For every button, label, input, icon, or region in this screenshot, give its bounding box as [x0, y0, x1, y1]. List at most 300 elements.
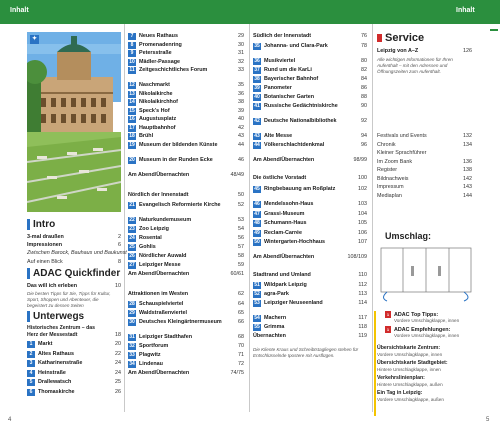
entry-title: Reclam-Carrée [264, 229, 303, 236]
toc-entry[interactable] [27, 341, 121, 348]
entry-title: Musikviertel [264, 58, 296, 64]
entry-title: Panometer [264, 85, 292, 91]
entry-title: Evangelisch Reformierte Kirche [139, 201, 221, 208]
entry-page: 86 [361, 85, 367, 91]
entry-number: 16 [129, 116, 135, 122]
list-item[interactable]: Auf einen Blick 8 [27, 259, 121, 265]
list-item-title: Bildnachweis [377, 175, 409, 182]
entry-number: 17 [129, 124, 135, 131]
entry-page: 106 [358, 229, 367, 236]
intro-heading: Intro [27, 219, 55, 230]
entry-number: 33 [129, 351, 135, 358]
entry-number: 50 [254, 239, 260, 245]
entry-number: 2 [27, 351, 35, 358]
entry-number: 36 [254, 58, 260, 64]
section-title: Nördlich der Innenstadt [128, 191, 189, 198]
entry-number: 43 [254, 133, 260, 139]
entry-page: 38 [238, 99, 244, 105]
entry-number: 32 [129, 342, 135, 349]
entry-page: 70 [238, 342, 244, 349]
entry-page: 25 [115, 379, 121, 385]
page-number-left: 4 [8, 417, 12, 423]
toc-entry[interactable] [27, 379, 121, 386]
toc-entry[interactable] [27, 389, 121, 396]
entry-page: 65 [238, 309, 244, 316]
entry-title: Johanna- und Clara-Park [264, 43, 328, 49]
toc-entry[interactable] [253, 282, 367, 289]
entry-title: Museum in der Runden Ecke [139, 156, 213, 163]
list-item-title: Im Zoom Bank [377, 158, 413, 165]
entry-title: Grimma [264, 324, 285, 330]
list-item[interactable]: Impressionen 6 [27, 242, 121, 248]
entry-title: Nördlicher Auwald [139, 252, 187, 259]
cover-map-label: Verkehrslinienplan: [377, 375, 425, 381]
entry-title: Thomaskirche [38, 388, 75, 395]
entry-title: Machern [264, 315, 287, 321]
section-heading[interactable] [253, 33, 367, 39]
section-title: Am Abend/Übernachten [128, 270, 190, 277]
section-heading[interactable] [253, 254, 367, 260]
section-heading[interactable] [128, 370, 244, 376]
entry-page: 30 [238, 41, 244, 48]
entry-number: 27 [129, 261, 135, 268]
section-heading[interactable] [253, 333, 367, 339]
entry-page: 43 [238, 133, 244, 139]
section-page: 76 [361, 33, 367, 39]
entry-title: Katharinenstraße [38, 360, 83, 366]
entry-number: 31 [129, 333, 135, 340]
entry-number: 23 [129, 225, 135, 232]
section-title: Südlich der Innenstadt [253, 33, 312, 39]
toc-entry[interactable] [253, 76, 367, 83]
footnote: Die Kliente Kraus und Schreibtstagliegen stehen für Entschlüsselnde Ipostere mit Ausflügen. [253, 347, 359, 359]
toc-entry[interactable] [253, 230, 367, 237]
section-heading[interactable] [128, 291, 244, 297]
entry-page: 40 [238, 116, 244, 122]
toc-entry[interactable] [128, 262, 244, 269]
entry-title: Altes Rathaus [38, 350, 74, 357]
toc-entry[interactable] [128, 91, 244, 98]
entry-title: Naschmarkt [139, 82, 170, 88]
toc-entry[interactable] [27, 360, 121, 367]
section-page: 108/109 [347, 254, 367, 260]
list-item[interactable] [377, 150, 472, 156]
section-title: Am Abend/Übernachten [128, 369, 190, 376]
section-heading[interactable] [128, 172, 244, 178]
entry-page: 88 [361, 94, 367, 100]
entry-page: 102 [358, 186, 367, 192]
entry-number: 29 [129, 309, 135, 316]
section-page: 119 [358, 333, 367, 339]
toc-entry[interactable] [253, 186, 367, 193]
cover-photo [27, 32, 121, 212]
entry-title: Ringbebauung am Roßplatz [264, 186, 336, 192]
entry-number: 25 [129, 243, 135, 250]
toc-entry[interactable] [27, 370, 121, 377]
list-item-title: Mediaplan [377, 192, 402, 199]
entry-page: 20 [115, 341, 121, 347]
entry-title: Markt [38, 341, 53, 347]
toc-entry[interactable] [253, 315, 367, 322]
entry-title: agra-Park [264, 291, 289, 297]
toc-entry[interactable] [253, 103, 367, 110]
service-heading: Service [385, 32, 425, 44]
entry-number: 42 [254, 118, 260, 124]
cover-map-label: Übersichtskarte Stadtgebiet: [377, 360, 448, 366]
entry-page: 82 [361, 67, 367, 73]
unterwegs-heading: Unterwegs [27, 311, 84, 322]
list-item-page: 132 [463, 133, 472, 139]
section-title: Die östliche Vorstadt [253, 175, 307, 181]
toc-entry[interactable] [253, 324, 367, 331]
entry-title: Neues Rathaus [139, 33, 178, 39]
entry-page: 105 [358, 220, 367, 226]
section-heading[interactable] [128, 192, 244, 198]
entry-page: 32 [238, 58, 244, 65]
entry-number: 9 [128, 50, 136, 57]
toc-entry[interactable] [128, 226, 244, 233]
entry-page: 26 [115, 388, 121, 395]
cover-map-label: Ein Tag in Leipzig: [377, 390, 423, 396]
entry-title: Petersstraße [139, 50, 172, 56]
toc-entry[interactable] [128, 125, 244, 132]
section-title: Übernachten [253, 333, 286, 339]
section-page: 62 [238, 290, 244, 297]
entry-page: 52 [238, 201, 244, 208]
photo-marker: ✦ [31, 36, 38, 42]
toc-entry[interactable] [253, 58, 367, 65]
cover-map-location: Hintere Umschlagklappe, innen [377, 367, 441, 372]
toc-entry[interactable] [128, 343, 244, 350]
toc-entry[interactable] [128, 361, 244, 368]
entry-title: Russische Gedächtniskirche [264, 103, 338, 109]
entry-page: 66 [238, 318, 244, 325]
legend-item: 1 ADAC Empfehlungen: [386, 327, 451, 333]
entry-page: 117 [358, 315, 367, 321]
entry-page: 58 [238, 252, 244, 259]
entry-number: 13 [129, 90, 135, 97]
entry-title: Zoo Leipzig [139, 225, 169, 232]
entry-number: 22 [129, 216, 135, 223]
section-title: Stadtrand und Umland [253, 272, 311, 278]
service-marker [377, 34, 382, 42]
toc-entry[interactable] [128, 202, 244, 209]
quickfinder-note: Die besten Tipps für Sie, Tipps für Kultur, Sport, Shoppen und Abenteuer, die begeistert zu dessen Seiten [27, 291, 111, 309]
toc-entry[interactable] [128, 82, 244, 89]
entry-title: Bayerischer Bahnhof [264, 76, 319, 82]
entry-page: 29 [238, 33, 244, 39]
entry-number: 47 [254, 210, 260, 217]
entry-number: 28 [129, 300, 135, 307]
header-bar [0, 0, 500, 24]
entry-page: 22 [115, 350, 121, 357]
entry-title: Augustusplatz [139, 116, 177, 122]
list-item[interactable]: Das will ich erleben 10 [27, 283, 121, 289]
entry-title: Waldstraßenviertel [139, 309, 188, 316]
column-divider [124, 24, 125, 412]
entry-page: 104 [358, 210, 367, 217]
list-item[interactable] [377, 167, 472, 173]
entry-page: 46 [238, 156, 244, 163]
entry-page: 36 [238, 90, 244, 97]
entry-title: Zeitgeschichtliches Forum [139, 67, 208, 73]
toc-entry[interactable] [253, 94, 367, 101]
list-item[interactable] [377, 133, 472, 139]
toc-entry[interactable] [253, 142, 367, 149]
list-item-title: Festivals und Events [377, 133, 427, 139]
list-item-note: Zwischen Barock, Bauhaus und Baukunst [27, 250, 127, 256]
entry-number: 48 [254, 220, 260, 226]
entry-page: 57 [238, 243, 244, 250]
toc-entry[interactable] [128, 352, 244, 359]
entry-number: 5 [27, 379, 35, 386]
entry-title: Mädler-Passage [139, 58, 181, 65]
entry-title: Schauspielviertel [139, 300, 184, 307]
list-item-page: 134 [463, 141, 472, 148]
toc-entry[interactable] [128, 334, 244, 341]
cover-map-location: Vordere Umschlagklappe, innen [377, 352, 443, 357]
entry-page: 33 [238, 67, 244, 73]
entry-page: 59 [238, 261, 244, 268]
leipzig-note: Alle wichtigen Informationen für Ihren Aufenthalt – mit den Adressen und Öffnungszeiten zum Aufenthalt. [377, 57, 453, 75]
entry-number: 45 [254, 186, 260, 192]
list-item[interactable] [377, 142, 472, 148]
list-item-page: 144 [463, 192, 472, 199]
entry-number: 1 [27, 341, 35, 348]
entry-page: 44 [238, 141, 244, 148]
page-number-right: 5 [486, 417, 490, 423]
entry-number: 41 [254, 103, 260, 109]
toc-entry[interactable] [128, 50, 244, 57]
entry-title: Hauptbahnhof [139, 124, 176, 131]
list-item-page: 143 [463, 184, 472, 190]
section-page: 110 [358, 272, 367, 278]
toc-entry[interactable] [253, 291, 367, 298]
toc-entry[interactable] [253, 300, 367, 307]
entry-number: 3 [27, 360, 35, 367]
toc-entry[interactable] [128, 142, 244, 149]
entry-title: Gohlis [139, 243, 156, 250]
entry-title: Leipziger Stadthafen [139, 333, 193, 340]
toc-entry[interactable] [128, 217, 244, 224]
entry-page: 72 [238, 360, 244, 367]
accent-bar [374, 311, 376, 416]
entry-page: 80 [361, 58, 367, 64]
section-page: 100 [358, 175, 367, 181]
entry-number: 26 [129, 252, 135, 259]
entry-number: 14 [129, 99, 135, 105]
entry-number: 40 [254, 94, 260, 100]
entry-number: 4 [27, 370, 35, 377]
list-item-title: Kleiner Sprachführer [377, 150, 427, 156]
toc-entry[interactable] [128, 244, 244, 251]
entry-number: 19 [129, 141, 135, 148]
entry-title: Mendelssohn-Haus [264, 201, 314, 207]
entry-page: 31 [238, 50, 244, 56]
entry-number: 20 [129, 156, 135, 163]
section-heading[interactable] [128, 271, 244, 277]
list-item-title: Register [377, 167, 398, 173]
toc-entry[interactable] [128, 133, 244, 140]
toc-entry[interactable] [128, 157, 244, 164]
entry-page: 42 [238, 124, 244, 131]
list-item[interactable] [377, 159, 472, 165]
toc-entry[interactable] [128, 116, 244, 123]
entry-number: 38 [254, 76, 260, 82]
entry-page: 113 [358, 291, 367, 297]
toc-entry[interactable] [128, 319, 244, 326]
entry-page: 118 [358, 324, 367, 330]
section-page: 48/49 [230, 171, 244, 178]
toc-entry[interactable] [128, 235, 244, 242]
entry-title: Sportforum [139, 342, 169, 349]
toc-entry[interactable] [27, 351, 121, 358]
entry-title: Leipziger Neuseenland [264, 300, 323, 306]
unterwegs-subtitle-page: 18 [115, 332, 121, 338]
entry-page: 54 [238, 225, 244, 232]
entry-title: Deutsches Kleingärtnermuseum [139, 318, 222, 325]
cover-map-label: Übersichtskarte Zentrum: [377, 345, 441, 351]
entry-title: Rosental [139, 234, 162, 241]
toc-entry[interactable] [253, 133, 367, 140]
entry-title: Naturkundemuseum [139, 216, 192, 223]
toc-entry[interactable] [253, 118, 367, 125]
list-item[interactable]: Leipzig von A–Z 126 [377, 48, 472, 54]
legend-item: 1 ADAC Top Tipps: [386, 312, 439, 318]
entry-page: 84 [361, 76, 367, 82]
entry-page: 39 [238, 107, 244, 114]
toc-entry[interactable] [128, 108, 244, 115]
section-heading[interactable] [253, 272, 367, 278]
entry-page: 68 [238, 333, 244, 340]
entry-title: Heinstraße [38, 369, 66, 376]
column-divider [249, 24, 250, 412]
entry-title: Speck's Hof [139, 107, 170, 114]
section-title: Am Abend/Übernachten [128, 171, 190, 178]
entry-page: 92 [361, 118, 367, 124]
entry-number: 24 [129, 234, 135, 241]
toc-entry[interactable] [128, 310, 244, 317]
entry-title: Drallewatsch [38, 379, 72, 385]
toc-entry[interactable] [128, 99, 244, 106]
entry-page: 64 [238, 300, 244, 307]
entry-title: Leipziger Messe [139, 261, 181, 268]
entry-title: Nikolaikirchhof [139, 99, 178, 105]
entry-page: 24 [115, 360, 121, 366]
toc-entry[interactable] [253, 211, 367, 218]
entry-title: Promenadenring [139, 41, 182, 48]
entry-number: 35 [254, 43, 260, 49]
entry-title: Lindenau [139, 360, 163, 367]
entry-title: Museum der bildenden Künste [139, 141, 218, 148]
list-item-page: 136 [463, 158, 472, 165]
entry-title: Plagwitz [139, 351, 161, 358]
entry-page: 112 [358, 282, 367, 288]
entry-number: 11 [129, 67, 135, 73]
list-item[interactable] [377, 184, 472, 190]
entry-number: 55 [254, 324, 260, 330]
entry-number: 44 [254, 142, 260, 148]
toc-entry[interactable] [128, 67, 244, 74]
entry-number: 54 [254, 315, 260, 321]
entry-page: 71 [238, 351, 244, 358]
entry-page: 107 [358, 239, 367, 245]
entry-page: 94 [361, 133, 367, 139]
entry-number: 39 [254, 85, 260, 91]
entry-number: 49 [254, 229, 260, 236]
legend-text: Vordere Umschlagklappe, innen [394, 318, 460, 323]
entry-number: 18 [129, 133, 135, 139]
toc-entry[interactable] [253, 239, 367, 246]
toc-entry[interactable] [128, 59, 244, 66]
entry-number: 8 [128, 42, 136, 49]
entry-title: Völkerschlachtdenkmal [264, 142, 325, 148]
section-title: Am Abend/Übernachten [253, 254, 315, 260]
quickfinder-heading: ADAC Quickfinder [27, 268, 120, 279]
entry-number: 52 [254, 291, 260, 297]
entry-number: 21 [129, 201, 135, 208]
entry-number: 30 [129, 318, 135, 325]
entry-title: Botanischer Garten [264, 94, 315, 100]
toc-entry[interactable] [253, 67, 367, 74]
entry-number: 51 [254, 282, 260, 288]
entry-number: 12 [129, 82, 135, 88]
list-item[interactable] [377, 193, 472, 199]
umschlag-title: Umschlag: [385, 231, 432, 241]
entry-page: 103 [358, 201, 367, 207]
entry-number: 7 [128, 33, 136, 40]
entry-number: 46 [254, 201, 260, 207]
entry-number: 10 [129, 58, 135, 65]
section-page: 60/61 [230, 270, 244, 277]
list-item-title: Impressum [377, 184, 404, 190]
entry-page: 90 [361, 103, 367, 109]
toc-entry[interactable] [128, 301, 244, 308]
section-page: 50 [238, 191, 244, 198]
list-item-page: 142 [463, 175, 472, 182]
entry-number: 15 [129, 107, 135, 114]
section-heading[interactable] [253, 175, 367, 181]
toc-entry[interactable] [128, 33, 244, 40]
section-page: 74/75 [230, 369, 244, 376]
entry-page: 53 [238, 216, 244, 223]
cover-map-location: Hintere Umschlagklappe, außen [377, 382, 443, 387]
toc-entry[interactable] [253, 43, 367, 50]
toc-entry[interactable] [253, 201, 367, 208]
toc-entry[interactable] [253, 85, 367, 92]
list-item[interactable] [377, 176, 472, 182]
unterwegs-subtitle: Historisches Zentrum – das Herz der Messestadt [27, 325, 96, 339]
list-item[interactable]: 3-mal draußen 2 [27, 234, 121, 240]
entry-page: 114 [358, 300, 367, 306]
section-heading[interactable] [253, 157, 367, 163]
entry-number: 34 [129, 360, 135, 367]
toc-entry[interactable] [128, 253, 244, 260]
entry-number: 37 [254, 67, 260, 73]
entry-page: 35 [238, 82, 244, 88]
toc-entry[interactable] [253, 220, 367, 227]
entry-title: Wintergarten-Hochhaus [264, 239, 326, 245]
entry-title: Grassi-Museum [264, 210, 305, 217]
section-page: 98/99 [353, 157, 367, 163]
entry-title: Deutsche Nationalbibliothek [264, 118, 337, 124]
accent-bar [490, 29, 498, 31]
column-divider [372, 24, 373, 412]
section-title: Am Abend/Übernachten [253, 157, 315, 163]
entry-number: 53 [254, 300, 260, 306]
entry-title: Schumann-Haus [264, 220, 307, 226]
toc-entry[interactable] [128, 42, 244, 49]
